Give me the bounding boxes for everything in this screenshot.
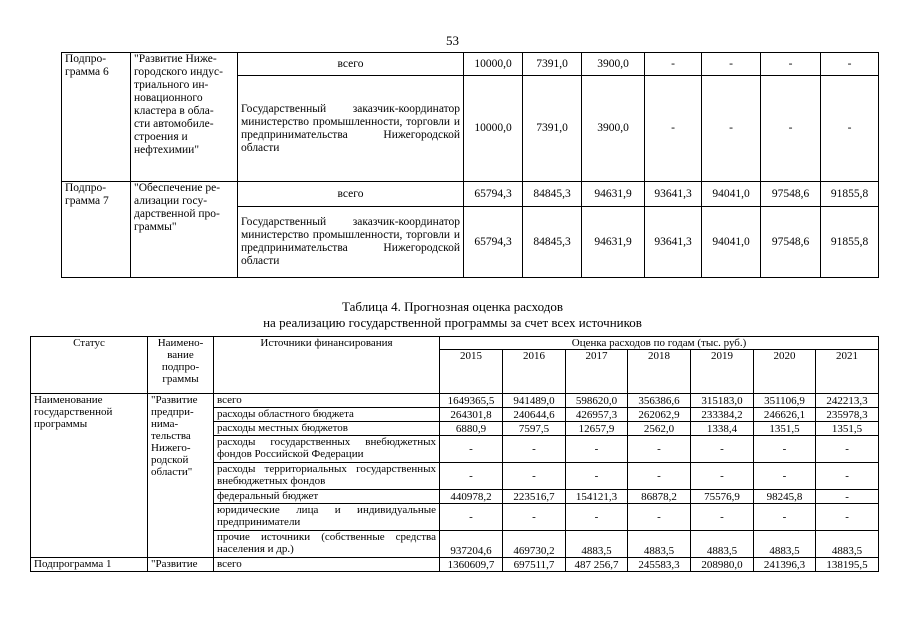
value-cell: 7391,0: [523, 53, 582, 76]
value-cell: -: [628, 436, 691, 463]
value-cell: -: [702, 76, 761, 182]
value-cell: 94631,9: [582, 182, 645, 207]
value-cell: 1338,4: [691, 422, 754, 436]
value-cell: -: [691, 463, 754, 490]
value-cell: 10000,0: [464, 53, 523, 76]
value-cell: -: [566, 504, 628, 531]
subprogram-name: "Развитие Ниже- городского индус- триального ин- новационного кластера в обла- сти автомобиле- строения и нефтехимии": [131, 53, 238, 182]
value-cell: 245583,3: [628, 558, 691, 572]
value-cell: 598620,0: [566, 394, 628, 408]
header-name: Наимено- вание подпро- граммы: [148, 337, 214, 394]
value-cell: 240644,6: [503, 408, 566, 422]
customer-text: Государственный заказчик-координатор министерство промышленности, торговли и предпринимательства Нижегородской области: [238, 207, 464, 278]
value-cell: 93641,3: [645, 182, 702, 207]
value-cell: 91855,8: [821, 207, 879, 278]
year-header: 2016: [503, 350, 566, 394]
year-header: 2019: [691, 350, 754, 394]
value-cell: -: [702, 53, 761, 76]
value-cell: 941489,0: [503, 394, 566, 408]
value-cell: 937204,6: [440, 531, 503, 558]
source-name: всего: [214, 394, 440, 408]
source-name: расходы государственных внебюджетных фондов Российской Федерации: [214, 436, 440, 463]
value-cell: -: [440, 504, 503, 531]
value-cell: -: [816, 504, 879, 531]
value-cell: -: [754, 504, 816, 531]
value-cell: -: [645, 76, 702, 182]
value-cell: 264301,8: [440, 408, 503, 422]
value-cell: 208980,0: [691, 558, 754, 572]
header-estimate: Оценка расходов по годам (тыс. руб.): [440, 337, 879, 350]
program-status: Наименование государственной программы: [31, 394, 148, 558]
subprogram-costs-table: [61, 52, 879, 278]
subprogram-name: "Обеспечение ре- ализации госу- дарственной про- граммы": [131, 182, 238, 278]
source-row: [31, 394, 879, 408]
value-cell: 97548,6: [761, 182, 821, 207]
value-cell: 6880,9: [440, 422, 503, 436]
value-cell: 1351,5: [816, 422, 879, 436]
value-cell: 7597,5: [503, 422, 566, 436]
value-cell: 86878,2: [628, 490, 691, 504]
value-cell: 91855,8: [821, 182, 879, 207]
source-label: всего: [238, 182, 464, 207]
source-name: федеральный бюджет: [214, 490, 440, 504]
value-cell: 12657,9: [566, 422, 628, 436]
value-cell: -: [628, 463, 691, 490]
subprogram-total-row: [62, 53, 879, 76]
value-cell: 98245,8: [754, 490, 816, 504]
value-cell: 235978,3: [816, 408, 879, 422]
value-cell: 10000,0: [464, 76, 523, 182]
value-cell: -: [503, 436, 566, 463]
value-cell: 154121,3: [566, 490, 628, 504]
subprogram1-row: [31, 558, 879, 572]
year-header: 2017: [566, 350, 628, 394]
table-4-caption-line2: на реализацию государственной программы за счет всех источников: [263, 315, 642, 330]
value-cell: 1649365,5: [440, 394, 503, 408]
value-cell: 1360609,7: [440, 558, 503, 572]
value-cell: 487 256,7: [566, 558, 628, 572]
value-cell: -: [816, 490, 879, 504]
value-cell: -: [754, 436, 816, 463]
header-sources: Источники финансирования: [214, 337, 440, 394]
value-cell: 138195,5: [816, 558, 879, 572]
value-cell: 223516,7: [503, 490, 566, 504]
year-header: 2021: [816, 350, 879, 394]
value-cell: 3900,0: [582, 53, 645, 76]
subprogram1-status: Подпрограмма 1: [31, 558, 148, 572]
source-name: прочие источники (собственные средства населения и др.): [214, 531, 440, 558]
source-name: расходы территориальных государственных внебюджетных фондов: [214, 463, 440, 490]
value-cell: 65794,3: [464, 207, 523, 278]
value-cell: -: [821, 53, 879, 76]
value-cell: 426957,3: [566, 408, 628, 422]
value-cell: 4883,5: [691, 531, 754, 558]
page-number: 53: [446, 33, 459, 48]
year-header: 2015: [440, 350, 503, 394]
value-cell: 7391,0: [523, 76, 582, 182]
header-row: [31, 337, 879, 350]
value-cell: 3900,0: [582, 76, 645, 182]
value-cell: -: [691, 504, 754, 531]
value-cell: -: [761, 53, 821, 76]
table-4-caption-line1: Таблица 4. Прогнозная оценка расходов: [342, 299, 563, 314]
source-name: расходы областного бюджета: [214, 408, 440, 422]
value-cell: 241396,3: [754, 558, 816, 572]
value-cell: -: [754, 463, 816, 490]
value-cell: -: [503, 504, 566, 531]
value-cell: 4883,5: [754, 531, 816, 558]
value-cell: 246626,1: [754, 408, 816, 422]
value-cell: -: [821, 76, 879, 182]
value-cell: 233384,2: [691, 408, 754, 422]
value-cell: 356386,6: [628, 394, 691, 408]
source-label: всего: [238, 53, 464, 76]
value-cell: -: [566, 436, 628, 463]
value-cell: 75576,9: [691, 490, 754, 504]
subprogram1-name: "Развитие: [148, 558, 214, 572]
value-cell: 440978,2: [440, 490, 503, 504]
value-cell: 65794,3: [464, 182, 523, 207]
value-cell: 94041,0: [702, 207, 761, 278]
customer-text: Государственный заказчик-координатор министерство промышленности, торговли и предпринимательства Нижегородской области: [238, 76, 464, 182]
value-cell: 1351,5: [754, 422, 816, 436]
subprogram-label: Подпро- грамма 7: [62, 182, 131, 278]
value-cell: 97548,6: [761, 207, 821, 278]
value-cell: 697511,7: [503, 558, 566, 572]
source-name: всего: [214, 558, 440, 572]
value-cell: 4883,5: [566, 531, 628, 558]
value-cell: 4883,5: [628, 531, 691, 558]
header-status: Статус: [31, 337, 148, 394]
value-cell: -: [691, 436, 754, 463]
program-name: "Развитие предпри- нима- тельства Нижего- родской области": [148, 394, 214, 558]
value-cell: 93641,3: [645, 207, 702, 278]
value-cell: 84845,3: [523, 182, 582, 207]
value-cell: -: [566, 463, 628, 490]
source-name: юридические лица и индивидуальные предприниматели: [214, 504, 440, 531]
value-cell: 242213,3: [816, 394, 879, 408]
value-cell: -: [628, 504, 691, 531]
value-cell: 351106,9: [754, 394, 816, 408]
value-cell: -: [645, 53, 702, 76]
year-header: 2020: [754, 350, 816, 394]
value-cell: 4883,5: [816, 531, 879, 558]
subprogram-label: Подпро- грамма 6: [62, 53, 131, 182]
value-cell: 94041,0: [702, 182, 761, 207]
value-cell: -: [816, 463, 879, 490]
value-cell: -: [440, 436, 503, 463]
value-cell: 315183,0: [691, 394, 754, 408]
value-cell: -: [761, 76, 821, 182]
source-name: расходы местных бюджетов: [214, 422, 440, 436]
value-cell: -: [440, 463, 503, 490]
year-header: 2018: [628, 350, 691, 394]
value-cell: 84845,3: [523, 207, 582, 278]
value-cell: 262062,9: [628, 408, 691, 422]
value-cell: 469730,2: [503, 531, 566, 558]
subprogram-total-row: [62, 182, 879, 207]
value-cell: 94631,9: [582, 207, 645, 278]
value-cell: 2562,0: [628, 422, 691, 436]
value-cell: -: [816, 436, 879, 463]
table-4-forecast: [30, 336, 879, 572]
value-cell: -: [503, 463, 566, 490]
